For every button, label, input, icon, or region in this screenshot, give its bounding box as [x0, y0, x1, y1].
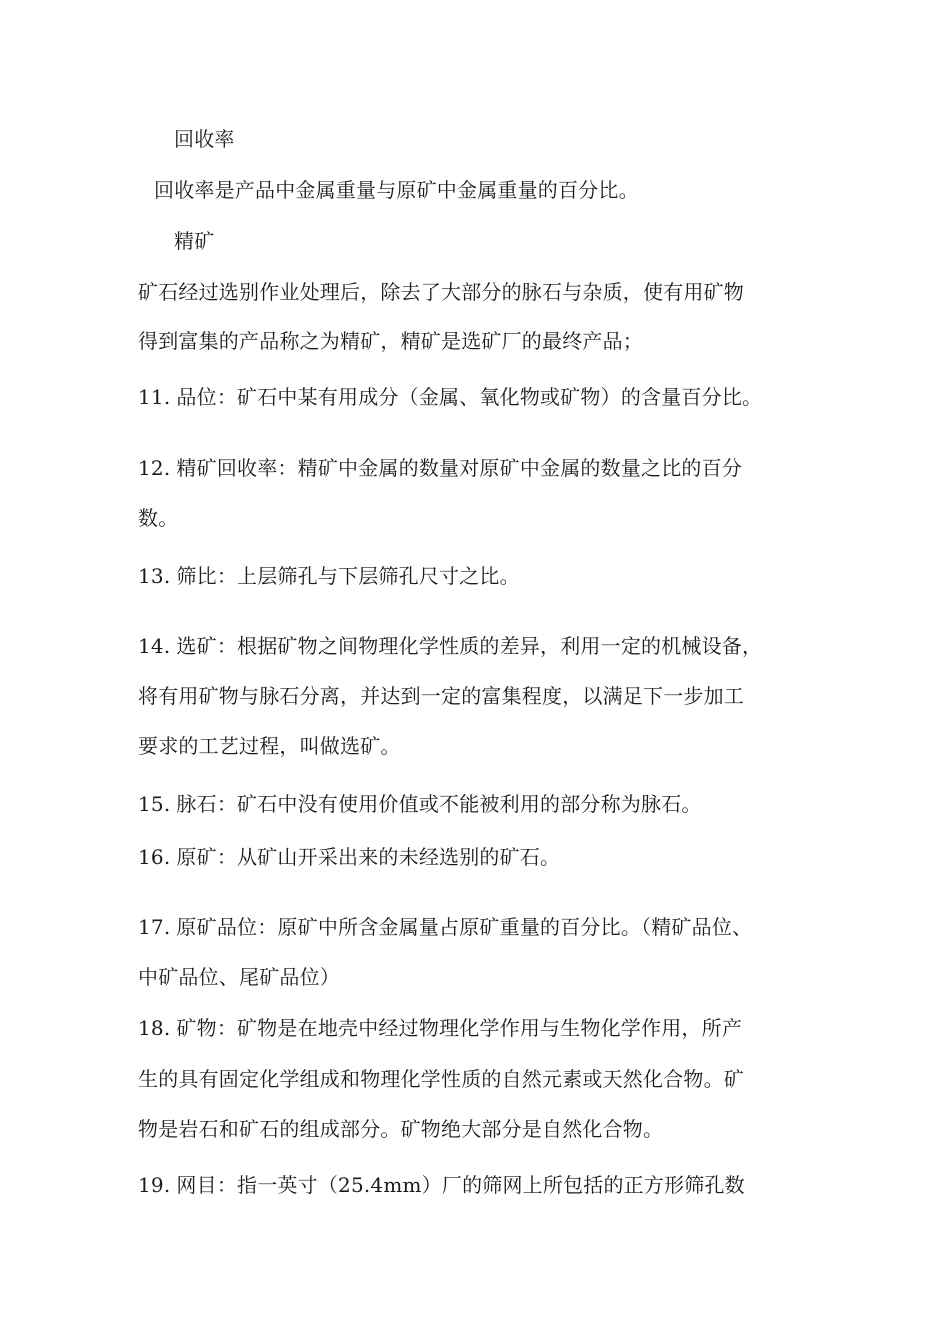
list-item-14-cont-2: 要求的工艺过程，叫做选矿。: [138, 734, 401, 758]
item-text: 网目：指一英寸（25.4mm）厂的筛网上所包括的正方形筛孔数: [176, 1173, 745, 1197]
list-item-14: [138, 633, 762, 659]
list-item-18-cont-2: 物是岩石和矿石的组成部分。矿物绝大部分是自然化合物。: [138, 1117, 664, 1141]
list-item-19: [138, 1172, 745, 1198]
list-item-17-cont: 中矿品位、尾矿品位）: [138, 965, 340, 989]
item-number: 16.: [138, 845, 171, 869]
item-number: 12.: [138, 456, 171, 480]
item-text: 品位：矿石中某有用成分（金属、氧化物或矿物）的含量百分比。: [176, 385, 763, 409]
item-number: 18.: [138, 1016, 171, 1040]
list-item-16: [138, 844, 560, 870]
item-text: 原矿品位：原矿中所含金属量占原矿重量的百分比。（精矿品位、: [176, 915, 753, 939]
item-text: 脉石：矿石中没有使用价值或不能被利用的部分称为脉石。: [176, 792, 702, 816]
item-number: 19.: [138, 1173, 171, 1197]
list-item-17: [138, 914, 752, 940]
list-item-18-cont-1: 生的具有固定化学组成和物理化学性质的自然元素或天然化合物。矿: [138, 1067, 744, 1091]
heading-recovery: 回收率: [174, 127, 235, 151]
list-item-15: [138, 791, 702, 817]
item-number: 15.: [138, 792, 171, 816]
recovery-definition: 回收率是产品中金属重量与原矿中金属重量的百分比。: [154, 178, 639, 202]
concentrate-definition-line-2: 得到富集的产品称之为精矿，精矿是选矿厂的最终产品；: [138, 329, 643, 353]
item-number: 14.: [138, 634, 171, 658]
list-item-18: [138, 1015, 742, 1041]
list-item-12-cont: 数。: [138, 506, 179, 530]
list-item-12: [138, 455, 742, 481]
item-text: 精矿回收率：精矿中金属的数量对原矿中金属的数量之比的百分: [176, 456, 743, 480]
item-text: 原矿：从矿山开采出来的未经选别的矿石。: [176, 845, 561, 869]
heading-concentrate: 精矿: [174, 229, 215, 253]
list-item-11: [138, 384, 762, 410]
item-number: 11.: [138, 385, 171, 409]
item-text: 矿物：矿物是在地壳中经过物理化学作用与生物化学作用，所产: [176, 1016, 743, 1040]
item-text: 筛比：上层筛孔与下层筛孔尺寸之比。: [176, 564, 520, 588]
list-item-14-cont-1: 将有用矿物与脉石分离，并达到一定的富集程度，以满足下一步加工: [138, 684, 744, 708]
item-text: 选矿：根据矿物之间物理化学性质的差异，利用一定的机械设备，: [176, 634, 763, 658]
item-number: 17.: [138, 915, 171, 939]
item-number: 13.: [138, 564, 171, 588]
list-item-13: [138, 563, 520, 589]
concentrate-definition-line-1: 矿石经过选别作业处理后，除去了大部分的脉石与杂质，使有用矿物: [138, 280, 744, 304]
